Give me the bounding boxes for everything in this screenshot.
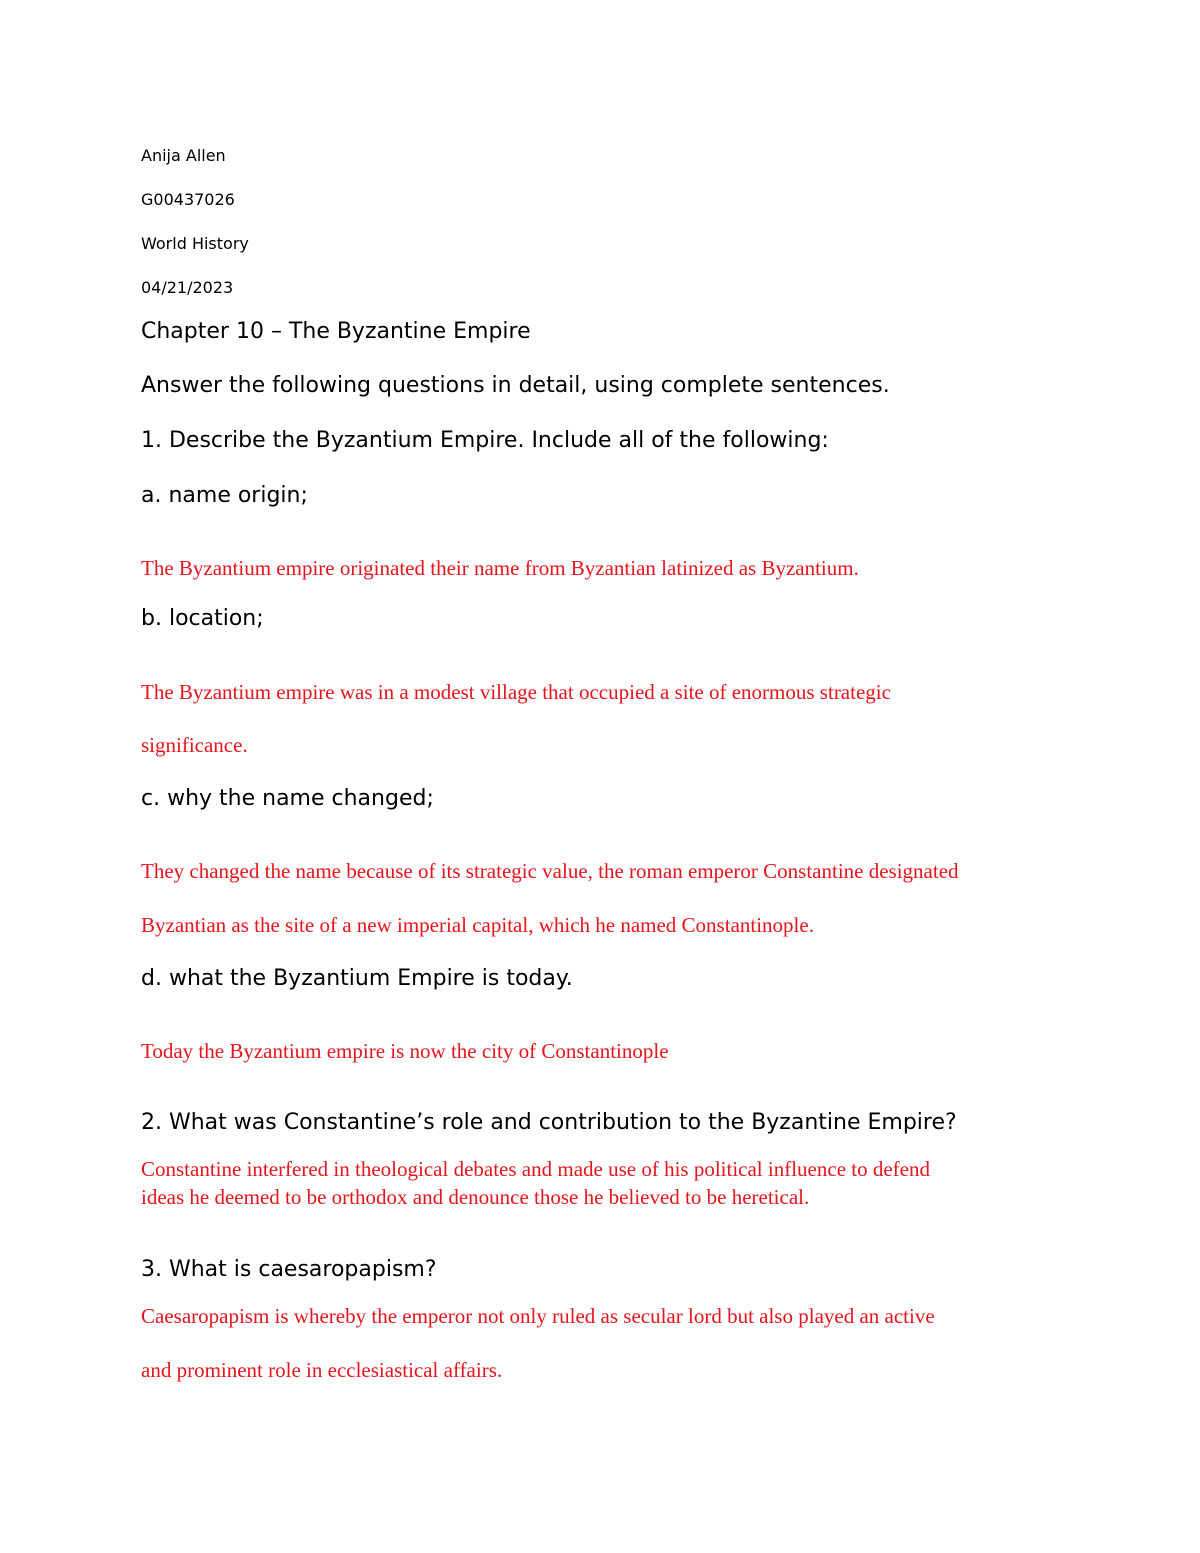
answer-3-line-1: Caesaropapism is whereby the emperor not only ruled as secular lord but also played an active: [141, 1304, 935, 1328]
question-1a-label: a. name origin;: [141, 483, 308, 508]
student-id: G00437026: [141, 190, 235, 209]
instructions: Answer the following questions in detail, using complete sentences.: [141, 373, 890, 398]
answer-1c-line-2: Byzantian as the site of a new imperial capital, which he named Constantinople.: [141, 913, 814, 937]
question-2-prompt: 2. What was Constantine’s role and contribution to the Byzantine Empire?: [141, 1110, 957, 1135]
question-1d-label: d. what the Byzantium Empire is today.: [141, 966, 573, 991]
answer-1d-line-1: Today the Byzantium empire is now the city of Constantinople: [141, 1039, 669, 1063]
answer-1b-line-2: significance.: [141, 733, 248, 757]
chapter-title: Chapter 10 – The Byzantine Empire: [141, 319, 531, 344]
student-name: Anija Allen: [141, 146, 226, 165]
submission-date: 04/21/2023: [141, 278, 234, 297]
answer-2-line-1: Constantine interfered in theological debates and made use of his political influence to defend: [141, 1157, 930, 1181]
course-name: World History: [141, 234, 249, 253]
answer-1b-line-1: The Byzantium empire was in a modest village that occupied a site of enormous strategic: [141, 680, 891, 704]
question-1c-label: c. why the name changed;: [141, 786, 434, 811]
answer-3-line-2: and prominent role in ecclesiastical affairs.: [141, 1358, 503, 1382]
answer-1c-line-1: They changed the name because of its strategic value, the roman emperor Constantine designated: [141, 859, 959, 883]
question-3-prompt: 3. What is caesaropapism?: [141, 1257, 437, 1282]
question-1-prompt: 1. Describe the Byzantium Empire. Include all of the following:: [141, 428, 829, 453]
question-1b-label: b. location;: [141, 606, 264, 631]
answer-1a-line-1: The Byzantium empire originated their name from Byzantian latinized as Byzantium.: [141, 556, 859, 580]
answer-2-line-2: ideas he deemed to be orthodox and denounce those he believed to be heretical.: [141, 1185, 810, 1209]
